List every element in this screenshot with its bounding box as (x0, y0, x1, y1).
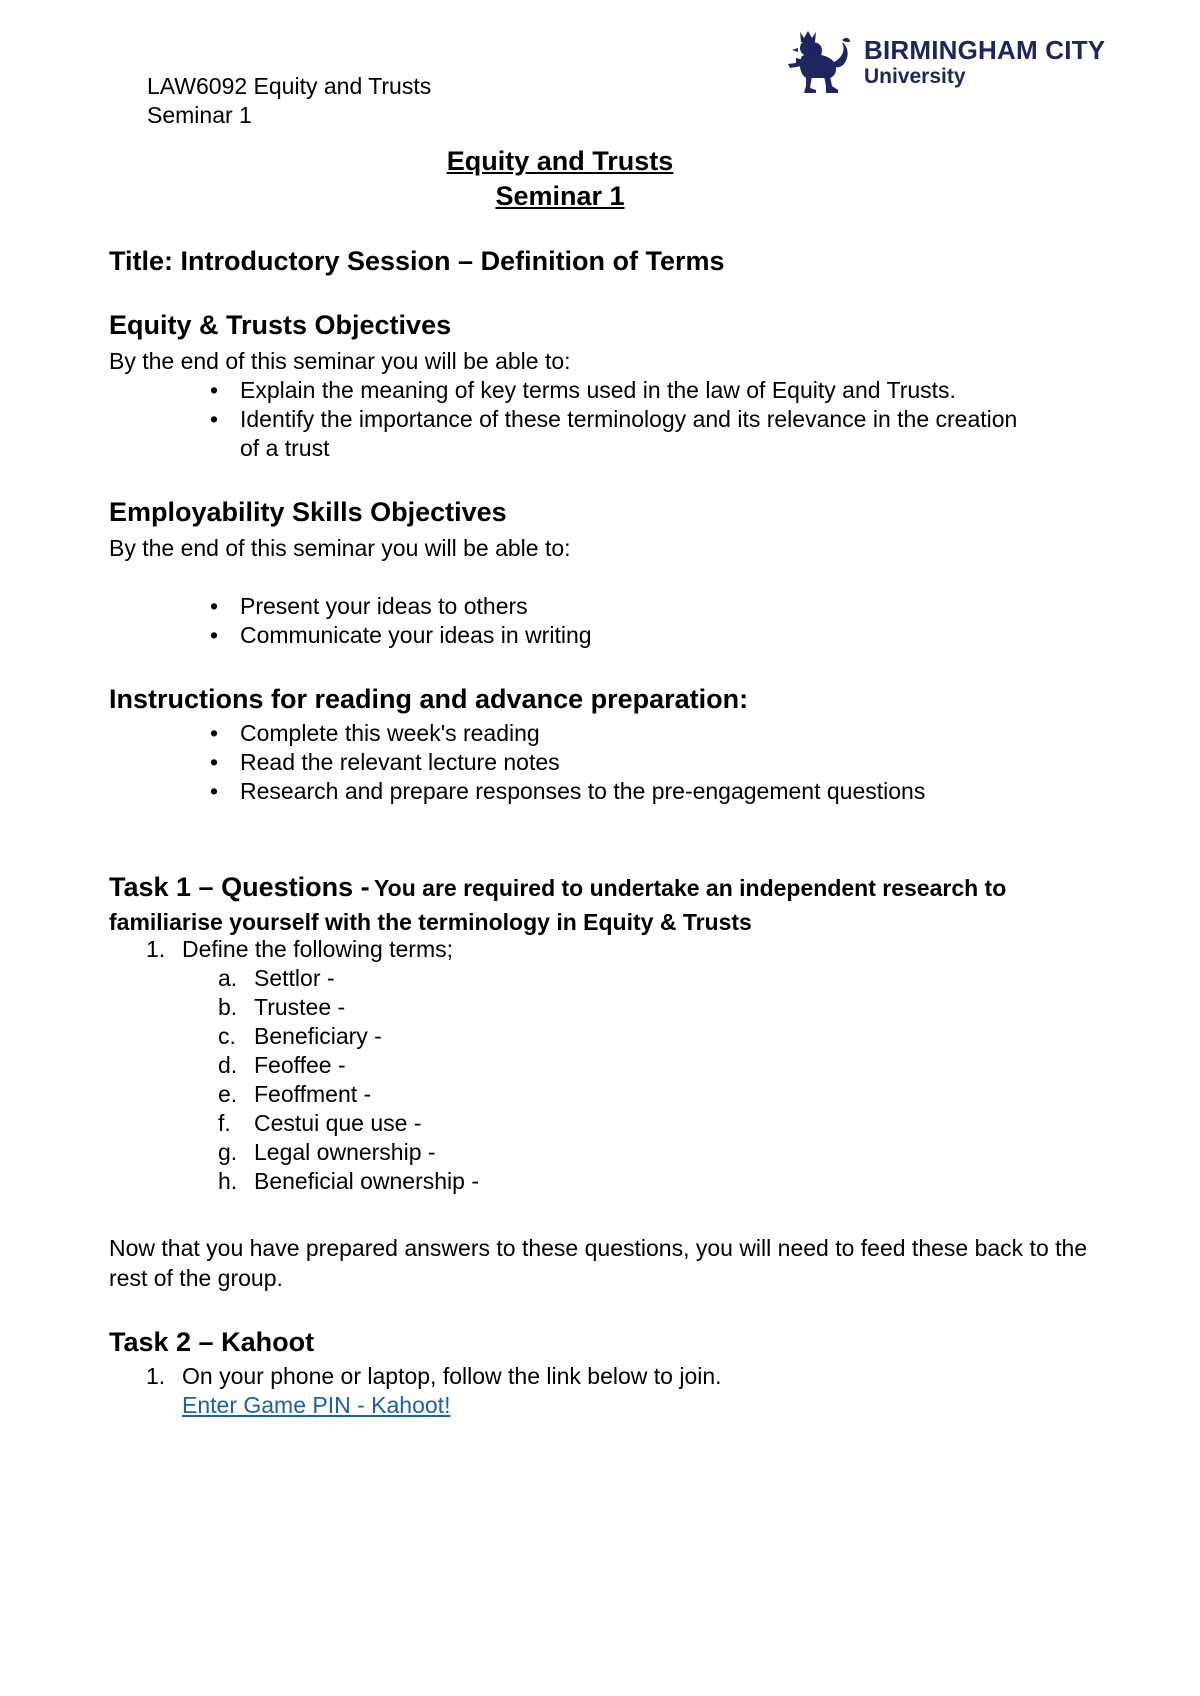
course-code: LAW6092 Equity and Trusts (147, 73, 432, 99)
equity-objectives-heading: Equity & Trusts Objectives (109, 310, 452, 340)
employability-intro: By the end of this seminar you will be able to: (109, 535, 571, 561)
question-number: 1. (146, 936, 166, 962)
instructions-list (210, 719, 925, 806)
term-item (218, 1167, 479, 1196)
list-item-text: Research and prepare responses to the pre-engagement questions (240, 778, 926, 804)
list-item (210, 405, 1020, 463)
list-item (210, 777, 925, 806)
term-letter: e. (218, 1081, 238, 1107)
instructions-heading: Instructions for reading and advance preparation: (109, 684, 749, 714)
term-item (218, 993, 479, 1022)
employability-list (210, 592, 592, 650)
term-letter: d. (218, 1052, 238, 1078)
term-text: Feoffee - (254, 1052, 346, 1078)
list-item-text: Identify the importance of these terminology and its relevance in the creation of a trust (240, 406, 1018, 461)
list-item (210, 621, 592, 650)
term-item (218, 1138, 479, 1167)
term-text: Trustee - (254, 994, 346, 1020)
list-item (210, 592, 592, 621)
list-item (146, 935, 479, 1196)
list-item (210, 748, 925, 777)
task1-description: You are required to undertake an independent research to familiarise yourself with the terminology in Equity & Trusts (109, 875, 1007, 935)
task1-questions (146, 935, 479, 1196)
list-item (210, 719, 925, 748)
equity-objectives-list (210, 376, 1020, 463)
session-title: Title: Introductory Session – Definition of Terms (109, 246, 725, 276)
heraldic-lion-icon (784, 28, 854, 94)
term-item (218, 1109, 479, 1138)
logo-text-line2: University (864, 65, 966, 88)
term-letter: g. (218, 1139, 238, 1165)
list-item-text: Present your ideas to others (240, 593, 528, 619)
term-item (218, 1080, 479, 1109)
term-item (218, 1022, 479, 1051)
terms-list (218, 964, 479, 1196)
task2-heading: Task 2 – Kahoot (109, 1327, 315, 1357)
term-letter: c. (218, 1023, 236, 1049)
task1-heading (109, 872, 1109, 941)
equity-objectives-intro: By the end of this seminar you will be able to: (109, 348, 571, 374)
list-item-text: Read the relevant lecture notes (240, 749, 560, 775)
list-item-text: Explain the meaning of key terms used in the law of Equity and Trusts. (240, 377, 956, 403)
header-meta (147, 72, 431, 130)
list-item (210, 376, 1020, 405)
university-logo (784, 28, 1106, 94)
employability-heading: Employability Skills Objectives (109, 497, 507, 527)
term-text: Legal ownership - (254, 1139, 436, 1165)
list-item (146, 1362, 722, 1420)
term-item (218, 964, 479, 993)
term-letter: a. (218, 965, 238, 991)
term-text: Cestui que use - (254, 1110, 422, 1136)
term-text: Feoffment - (254, 1081, 372, 1107)
term-letter: f. (218, 1110, 231, 1136)
term-letter: h. (218, 1168, 238, 1194)
term-text: Beneficial ownership - (254, 1168, 480, 1194)
kahoot-link[interactable]: Enter Game PIN - Kahoot! (182, 1392, 451, 1418)
logo-text-line1: BIRMINGHAM CITY (864, 35, 1106, 65)
document-title: Equity and Trusts (446, 146, 674, 176)
task1-title: Task 1 – Questions - (109, 872, 370, 902)
term-text: Beneficiary - (254, 1023, 382, 1049)
list-item-text: Complete this week's reading (240, 720, 540, 746)
document-subtitle: Seminar 1 (495, 181, 625, 211)
question-text: Define the following terms; (182, 936, 454, 962)
task2-steps (146, 1362, 722, 1420)
step-number: 1. (146, 1363, 166, 1389)
term-item (218, 1051, 479, 1080)
term-letter: b. (218, 994, 238, 1020)
list-item-text: Communicate your ideas in writing (240, 622, 592, 648)
step-text: On your phone or laptop, follow the link below to join. (182, 1363, 722, 1389)
task1-feedback: Now that you have prepared answers to these questions, you will need to feed these back to the rest of the group. (109, 1235, 1088, 1291)
seminar-label: Seminar 1 (147, 102, 252, 128)
term-text: Settlor - (254, 965, 335, 991)
